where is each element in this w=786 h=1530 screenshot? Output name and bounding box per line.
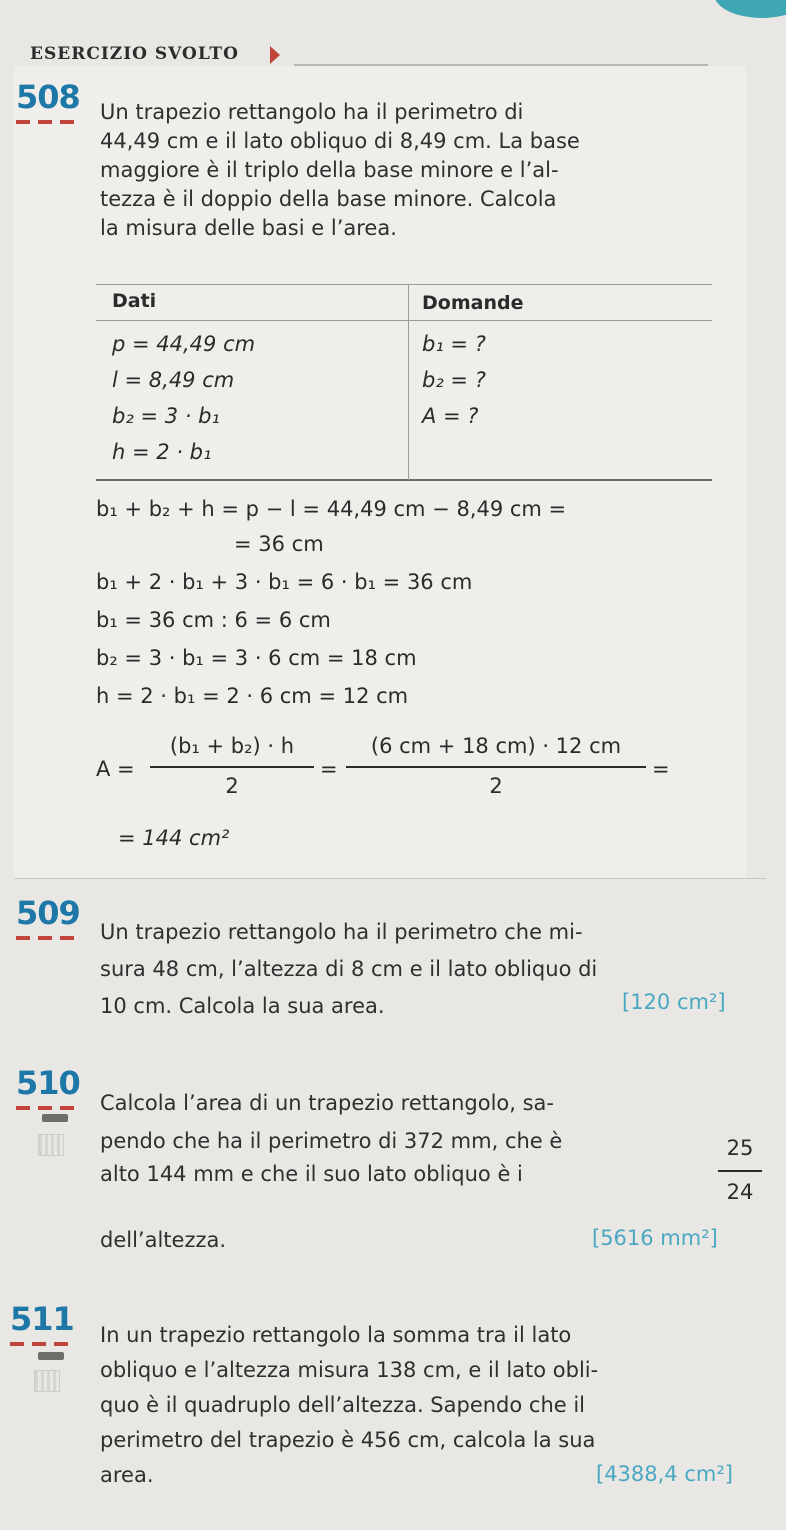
domande-header: Domande [422, 292, 524, 314]
answer-511: [4388,4 cm²] [596, 1462, 733, 1486]
equals-sign: = [652, 757, 670, 781]
difficulty-marker [16, 936, 74, 940]
text-line: tezza è il doppio della base minore. Calcola [100, 187, 557, 211]
solution-line: b₁ + b₂ + h = p − l = 44,49 cm − 8,49 cm = [96, 497, 567, 521]
calculator-icon [42, 1114, 68, 1122]
area-fraction-1-num: (b₁ + b₂) · h [169, 734, 295, 758]
corner-decoration [714, 0, 786, 18]
area-fraction-2-num: (6 cm + 18 cm) · 12 cm [370, 734, 622, 758]
text-line: pendo che ha il perimetro di 372 mm, che è [100, 1129, 563, 1153]
table-rule [96, 320, 712, 321]
answer-510: [5616 mm²] [592, 1226, 718, 1250]
solution-line: h = 2 · b₁ = 2 · 6 cm = 12 cm [96, 684, 409, 708]
domanda-area: A = ? [422, 404, 479, 428]
dato-base-maggiore: b₂ = 3 · b₁ [112, 404, 220, 428]
grid-icon [34, 1370, 60, 1392]
equals-sign: = [320, 757, 338, 781]
text-line: 44,49 cm e il lato obliquo di 8,49 cm. La base [100, 129, 580, 153]
exercise-number-508: 508 [16, 78, 80, 116]
section-header: ESERCIZIO SVOLTO [30, 44, 239, 64]
exercise-number-509: 509 [16, 894, 80, 932]
dato-altezza: h = 2 · b₁ [112, 440, 212, 464]
area-result: = 144 cm² [118, 826, 230, 850]
data-table [96, 284, 712, 480]
text-line: 10 cm. Calcola la sua area. [100, 994, 385, 1018]
text-line: dell’altezza. [100, 1228, 227, 1252]
table-rule [96, 284, 712, 285]
exercise-number-511: 511 [10, 1300, 74, 1338]
area-fraction-1-den: 2 [225, 774, 239, 798]
text-line: Calcola l’area di un trapezio rettangolo, sa- [100, 1091, 554, 1115]
text-line: In un trapezio rettangolo la somma tra il lato [100, 1323, 572, 1347]
difficulty-marker [10, 1342, 68, 1346]
table-divider [408, 284, 409, 480]
section-separator [14, 878, 766, 879]
domanda-b2: b₂ = ? [422, 368, 486, 392]
dati-header: Dati [112, 290, 157, 312]
fraction-bar [150, 766, 314, 768]
difficulty-marker [16, 120, 74, 124]
exercise-text-510 [100, 1084, 562, 1160]
solution-line: = 36 cm [234, 532, 324, 556]
text-line: area. [100, 1463, 154, 1487]
dato-lato: l = 8,49 cm [112, 368, 235, 392]
solution-line: b₁ + 2 · b₁ + 3 · b₁ = 6 · b₁ = 36 cm [96, 570, 473, 594]
solution-line: b₂ = 3 · b₁ = 3 · 6 cm = 18 cm [96, 646, 417, 670]
solution-line: b₁ = 36 cm : 6 = 6 cm [96, 608, 331, 632]
text-line: alto 144 mm e che il suo lato obliquo è i [100, 1162, 523, 1186]
fraction-numerator: 25 [726, 1136, 754, 1160]
fraction-denominator: 24 [726, 1180, 754, 1204]
dato-perimetro: p = 44,49 cm [112, 332, 256, 356]
header-arrow-icon [270, 46, 280, 64]
text-line: perimetro del trapezio è 456 cm, calcola la sua [100, 1428, 596, 1452]
header-rule [294, 64, 708, 66]
text-line: Un trapezio rettangolo ha il perimetro di [100, 100, 524, 124]
domanda-b1: b₁ = ? [422, 332, 486, 356]
text-line: la misura delle basi e l’area. [100, 216, 397, 240]
fraction-bar [346, 766, 646, 768]
fraction-bar [718, 1170, 762, 1172]
text-line: obliquo e l’altezza misura 138 cm, e il lato obli- [100, 1358, 599, 1382]
text-line: Un trapezio rettangolo ha il perimetro che mi- [100, 920, 583, 944]
table-rule [96, 479, 712, 481]
exercise-number-510: 510 [16, 1064, 80, 1102]
area-fraction-2-den: 2 [489, 774, 503, 798]
difficulty-marker [16, 1106, 74, 1110]
answer-509: [120 cm²] [622, 990, 726, 1014]
text-line: maggiore è il triplo della base minore e l’al- [100, 158, 559, 182]
text-line: quo è il quadruplo dell’altezza. Sapendo che il [100, 1393, 586, 1417]
exercise-text-511 [100, 1318, 598, 1493]
exercise-text-509 [100, 914, 597, 1025]
calculator-icon [38, 1352, 64, 1360]
area-lhs: A = [96, 757, 135, 781]
text-line: sura 48 cm, l’altezza di 8 cm e il lato obliquo di [100, 957, 598, 981]
grid-icon [38, 1134, 64, 1156]
exercise-text-508 [100, 98, 580, 243]
